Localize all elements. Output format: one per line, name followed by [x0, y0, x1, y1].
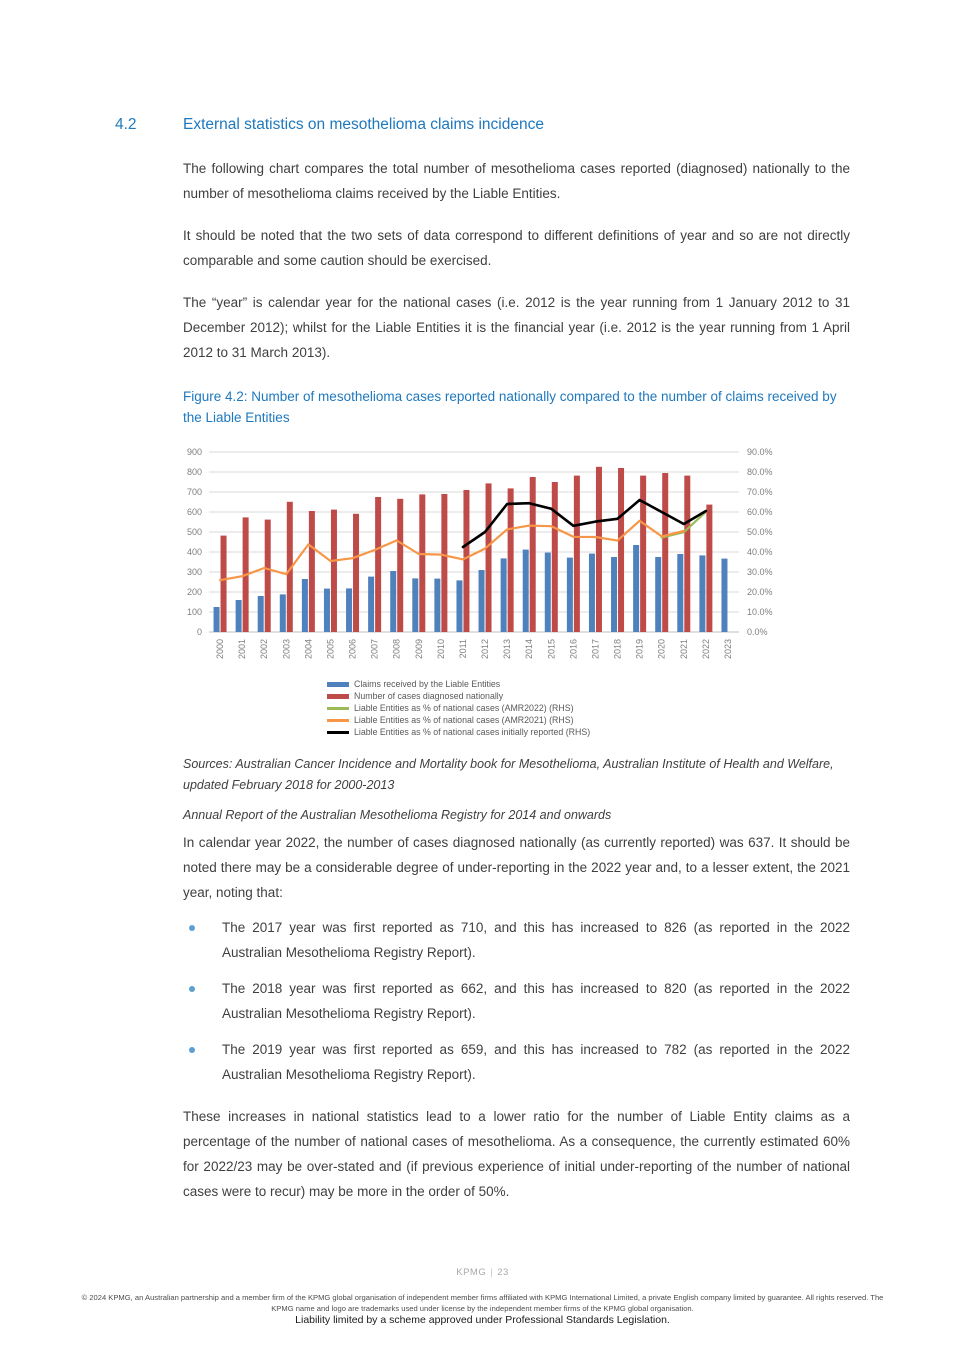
- claims-bar-2014: [523, 550, 529, 632]
- legend-swatch-national-bar: [327, 694, 349, 699]
- right-axis-tick-label: 40.0%: [747, 547, 773, 557]
- left-axis-tick-label: 700: [186, 487, 202, 497]
- left-axis-tick-label: 300: [186, 567, 202, 577]
- claims-bar-2018: [611, 557, 617, 632]
- x-axis-year-label: 2009: [413, 639, 424, 660]
- bullet-icon: [183, 915, 222, 965]
- national-cases-bar-2000: [221, 536, 227, 632]
- bullet-text-2019: The 2019 year was first reported as 659, and this has increased to 782 (as reported in the 2022 Australian Mesothelioma Registry Report).: [222, 1042, 850, 1082]
- left-axis-tick-label: 500: [186, 527, 202, 537]
- bullet-list: [183, 915, 850, 1087]
- national-cases-bar-2014: [530, 477, 536, 632]
- claims-bar-2004: [302, 579, 308, 632]
- legend-label: Number of cases diagnosed nationally: [354, 691, 504, 701]
- right-axis-tick-label: 30.0%: [747, 567, 773, 577]
- claims-bar-2001: [236, 600, 242, 632]
- x-axis-year-label: 2022: [700, 639, 711, 660]
- right-axis-tick-label: 50.0%: [747, 527, 773, 537]
- x-axis-year-label: 2011: [457, 639, 468, 659]
- paragraph-intro: The following chart compares the total number of mesothelioma cases reported (diagnosed) nationally to the number of mesothelioma claims received by the Liable Entities.: [183, 161, 850, 201]
- x-axis-year-label: 2008: [391, 639, 402, 660]
- national-cases-bar-2002: [265, 520, 271, 632]
- sources-note-annual-report: Annual Report of the Australian Mesothelioma Registry for 2014 and onwards: [183, 808, 612, 822]
- left-axis-tick-label: 200: [186, 587, 202, 597]
- legend-swatch-amr2021-line: [327, 719, 349, 722]
- left-axis-tick-label: 600: [186, 507, 202, 517]
- paragraph-year-definitions: The “year” is calendar year for the national cases (i.e. 2012 is the year running from 1 January 2012 to 31 December 2012); whilst for the Liable Entities it is the financial year (i.e. 2012 is the year running from 1 April 2012 to 31 March 2013).: [183, 295, 850, 360]
- paragraph-conclusion: These increases in national statistics lead to a lower ratio for the number of Liable Entity claims as a percentage of the number of national cases of mesothelioma. As a consequence, the currently estimated 60% for 2022/23 may be over-stated and (if previous experience of initial under-reporting of the number of national cases were to recur) may be more in the order of 50%.: [183, 1109, 850, 1199]
- right-axis-tick-label: 70.0%: [747, 487, 773, 497]
- left-axis-tick-label: 800: [186, 467, 202, 477]
- footer-liability-text: Liability limited by a scheme approved under Professional Standards Legislation.: [295, 1314, 670, 1326]
- claims-bar-2015: [545, 553, 551, 632]
- national-cases-bar-2010: [441, 494, 447, 632]
- x-axis-year-label: 2021: [678, 639, 689, 660]
- claims-bar-2016: [567, 558, 573, 632]
- sources-note: Sources: Australian Cancer Incidence and Mortality book for Mesothelioma, Australian Institute of Health and Welfare, updated February 2018 for 2000-2013: [183, 757, 834, 792]
- claims-bar-2022: [699, 555, 705, 632]
- x-axis-year-label: 2015: [546, 639, 557, 660]
- mesothelioma-chart-canvas: [183, 442, 777, 676]
- legend-swatch-amr2022-line: [327, 707, 349, 710]
- claims-bar-2011: [456, 580, 462, 632]
- national-cases-bar-2020: [662, 473, 668, 632]
- claims-bar-2006: [346, 588, 352, 632]
- x-axis-year-label: 2017: [590, 639, 601, 660]
- claims-bar-2009: [412, 578, 418, 632]
- legend-label: Claims received by the Liable Entities: [354, 679, 501, 689]
- left-axis-tick-label: 100: [186, 607, 202, 617]
- bullet-icon: [183, 1037, 222, 1087]
- figure-4-2-chart: [183, 442, 777, 738]
- section-title: External statistics on mesothelioma claims incidence: [183, 116, 544, 133]
- x-axis-year-label: 2000: [215, 639, 226, 660]
- x-axis-year-label: 2001: [237, 639, 248, 660]
- national-cases-bar-2005: [331, 510, 337, 632]
- national-cases-bar-2011: [463, 490, 469, 632]
- national-cases-bar-2012: [486, 483, 492, 632]
- right-axis-tick-label: 80.0%: [747, 467, 773, 477]
- claims-bar-2019: [633, 545, 639, 632]
- bullet-text-2017: The 2017 year was first reported as 710, and this has increased to 826 (as reported in the 2022 Australian Mesothelioma Registry Report).: [222, 920, 850, 960]
- claims-bar-2000: [214, 607, 220, 632]
- x-axis-year-label: 2013: [502, 639, 513, 660]
- national-cases-bar-2015: [552, 482, 558, 632]
- legend-label: Liable Entities as % of national cases initially reported (RHS): [354, 727, 591, 737]
- claims-bar-2013: [501, 558, 507, 632]
- claims-bar-2002: [258, 596, 264, 632]
- page-content: [183, 156, 850, 1221]
- national-cases-bar-2006: [353, 514, 359, 632]
- claims-bar-2007: [368, 577, 374, 632]
- section-heading: [115, 116, 875, 134]
- legend-item-amr2021-line: [327, 714, 777, 726]
- list-item: [183, 976, 850, 1026]
- claims-bar-2017: [589, 554, 595, 632]
- claims-bar-2003: [280, 594, 286, 632]
- right-axis-tick-label: 90.0%: [747, 447, 773, 457]
- x-axis-year-label: 2014: [524, 639, 535, 660]
- footer-brand: KPMG: [456, 1267, 487, 1278]
- list-item: [183, 1037, 850, 1087]
- right-axis-tick-label: 10.0%: [747, 607, 773, 617]
- national-cases-bar-2004: [309, 511, 315, 632]
- legend-label: Liable Entities as % of national cases (AMR2022) (RHS): [354, 703, 574, 713]
- right-axis-tick-label: 60.0%: [747, 507, 773, 517]
- claims-bar-2021: [677, 554, 683, 632]
- x-axis-year-label: 2023: [722, 639, 733, 660]
- paragraph-caution: It should be noted that the two sets of data correspond to different definitions of year and so are not directly comparable and some caution should be exercised.: [183, 228, 850, 268]
- national-cases-bar-2017: [596, 467, 602, 632]
- national-cases-bar-2009: [419, 494, 425, 632]
- page-number: 23: [497, 1267, 509, 1278]
- left-axis-tick-label: 0: [196, 627, 202, 637]
- chart-legend: [327, 678, 777, 738]
- bullet-text-2018: The 2018 year was first reported as 662, and this has increased to 820 (as reported in the 2022 Australian Mesothelioma Registry Report).: [222, 981, 850, 1021]
- national-cases-bar-2008: [397, 499, 403, 632]
- right-axis-tick-label: 20.0%: [747, 587, 773, 597]
- x-axis-year-label: 2006: [347, 639, 358, 660]
- national-cases-bar-2016: [574, 476, 580, 632]
- paragraph-2022-cases: In calendar year 2022, the number of cases diagnosed nationally (as currently reported) was 637. It should be noted there may be a considerable degree of under-reporting in the 2022 year and, to a lesser extent, the 2021 year, noting that:: [183, 835, 850, 900]
- x-axis-year-label: 2012: [480, 639, 491, 660]
- x-axis-year-label: 2010: [435, 639, 446, 660]
- national-cases-bar-2022: [706, 505, 712, 632]
- section-number: 4.2: [115, 116, 137, 133]
- left-axis-tick-label: 400: [186, 547, 202, 557]
- x-axis-year-label: 2003: [281, 639, 292, 660]
- legend-item-amr2022-line: [327, 702, 777, 714]
- national-cases-bar-2013: [508, 488, 514, 632]
- right-axis-tick-label: 0.0%: [747, 627, 768, 637]
- x-axis-year-label: 2004: [303, 639, 314, 660]
- x-axis-year-label: 2018: [612, 639, 623, 660]
- claims-bar-2012: [479, 570, 485, 632]
- legend-swatch-initial-line: [327, 731, 349, 734]
- percentage-line: [463, 500, 706, 547]
- national-cases-bar-2019: [640, 476, 646, 632]
- claims-bar-2020: [655, 557, 661, 632]
- national-cases-bar-2021: [684, 476, 690, 632]
- legend-item-claims: [327, 678, 777, 690]
- legend-swatch-claims-bar: [327, 682, 349, 687]
- x-axis-year-label: 2016: [568, 639, 579, 660]
- national-cases-bar-2007: [375, 497, 381, 632]
- legend-item-national-cases: [327, 690, 777, 702]
- list-item: [183, 915, 850, 965]
- figure-caption: Figure 4.2: Number of mesothelioma cases reported nationally compared to the number of claims received by the Liable Entities: [183, 389, 837, 425]
- claims-bar-2005: [324, 589, 330, 632]
- x-axis-year-label: 2005: [325, 639, 336, 660]
- claims-bar-2010: [434, 579, 440, 632]
- claims-bar-2008: [390, 571, 396, 632]
- left-axis-tick-label: 900: [186, 447, 202, 457]
- bullet-icon: [183, 976, 222, 1026]
- footer-legal-text: © 2024 KPMG, an Australian partnership and a member firm of the KPMG global organisation of independent member firms affiliated with KPMG International Limited, a private English company limited by guarantee. All rights reserved. The KPMG name and logo are trademarks used under license by the independent member firms of the KPMG global organisation.: [81, 1293, 884, 1313]
- legend-label: Liable Entities as % of national cases (AMR2021) (RHS): [354, 715, 574, 725]
- national-cases-bar-2018: [618, 468, 624, 632]
- footer-separator: |: [490, 1267, 494, 1278]
- x-axis-year-label: 2019: [634, 639, 645, 660]
- legend-item-initially-reported-line: [327, 726, 777, 738]
- footer-page-number: [0, 1267, 965, 1278]
- x-axis-year-label: 2007: [369, 639, 380, 660]
- claims-bar-2023: [721, 559, 727, 632]
- x-axis-year-label: 2020: [656, 639, 667, 660]
- x-axis-year-label: 2002: [259, 639, 270, 660]
